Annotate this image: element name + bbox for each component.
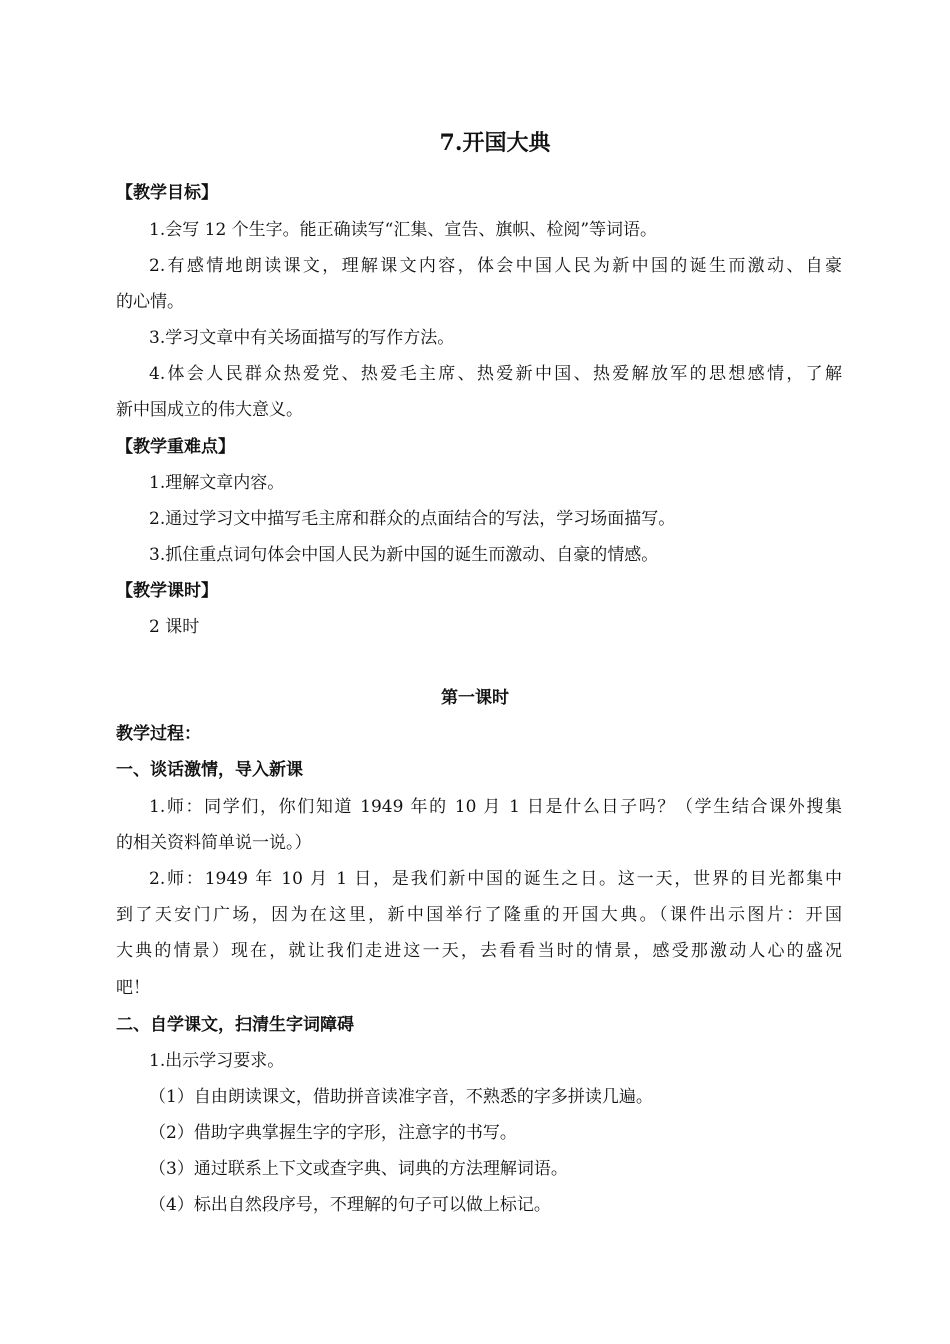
objective-item-1: 1.会写 12 个生字。能正确读写“汇集、宣告、旗帜、检阅”等词语。: [149, 220, 658, 240]
objective-item-2-line-2: 的心情。: [116, 292, 184, 312]
key-point-item-2: 2.通过学习文中描写毛主席和群众的点面结合的写法，学习场面描写。: [149, 509, 676, 529]
section-1-p1-line-1: 1.师：同学们，你们知道 1949 年的 10 月 1 日是什么日子吗？（学生结合课外搜集: [149, 797, 842, 817]
section-1-p2-line-1: 2.师：1949 年 10 月 1 日，是我们新中国的诞生之日。这一天，世界的目光都集中: [149, 869, 842, 889]
objective-item-4-line-1: 4.体会人民群众热爱党、热爱毛主席、热爱新中国、热爱解放军的思想感情，了解: [149, 364, 842, 384]
key-point-item-3: 3.抓住重点词句体会中国人民为新中国的诞生而激动、自豪的情感。: [149, 545, 659, 565]
section-2-sub-4: （4）标出自然段序号，不理解的句子可以做上标记。: [149, 1195, 551, 1215]
section-2-item-1: 1.出示学习要求。: [149, 1051, 285, 1071]
section-2-sub-1: （1）自由朗读课文，借助拼音读准字音，不熟悉的字多拼读几遍。: [149, 1087, 653, 1107]
periods-value: 2 课时: [149, 617, 200, 637]
objective-item-4-line-2: 新中国成立的伟大意义。: [116, 400, 303, 420]
section-1-p2-line-2: 到了天安门广场，因为在这里，新中国举行了隆重的开国大典。（课件出示图片：开国: [116, 905, 842, 925]
objectives-heading: 【教学目标】: [116, 183, 218, 203]
document-title: 7.开国大典: [439, 130, 551, 156]
section-2-sub-3: （3）通过联系上下文或查字典、词典的方法理解词语。: [149, 1159, 568, 1179]
section-1-p1-line-2: 的相关资料简单说一说。）: [116, 833, 312, 853]
key-point-item-1: 1.理解文章内容。: [149, 473, 285, 493]
lesson-1-heading: 第一课时: [441, 688, 509, 708]
objective-item-2-line-1: 2.有感情地朗读课文，理解课文内容，体会中国人民为新中国的诞生而激动、自豪: [149, 256, 842, 276]
section-2-sub-2: （2）借助字典掌握生字的字形，注意字的书写。: [149, 1123, 517, 1143]
section-1-p2-line-3: 大典的情景）现在，就让我们走进这一天，去看看当时的情景，感受那激动人心的盛况: [116, 941, 842, 961]
periods-heading: 【教学课时】: [116, 581, 218, 601]
section-1-heading: 一、谈话激情，导入新课: [116, 760, 303, 780]
section-2-heading: 二、自学课文，扫清生字词障碍: [116, 1015, 354, 1035]
objective-item-3: 3.学习文章中有关场面描写的写作方法。: [149, 328, 455, 348]
process-label: 教学过程：: [116, 724, 201, 744]
key-points-heading: 【教学重难点】: [116, 437, 235, 457]
section-1-p2-line-4: 吧！: [116, 978, 150, 998]
